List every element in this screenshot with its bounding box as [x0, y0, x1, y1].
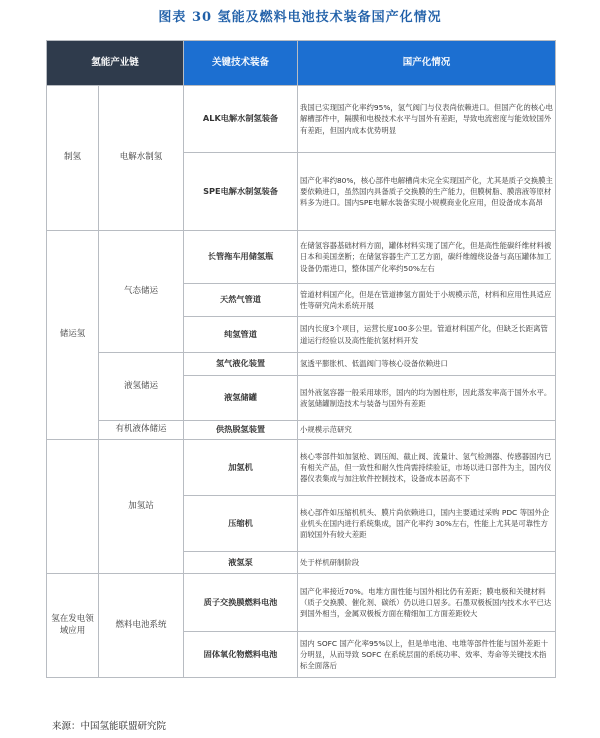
equipment-cell: ALK电解水制氢装备 — [184, 86, 298, 153]
subcategory-electrolysis: 电解水制氢 — [99, 86, 184, 231]
subcategory-organic: 有机液体储运 — [99, 421, 184, 440]
equipment-cell: 压缩机 — [184, 496, 298, 552]
header-chain: 氢能产业链 — [47, 41, 184, 86]
subcategory-fuelcell: 燃料电池系统 — [99, 574, 184, 678]
equipment-cell: 液氢储罐 — [184, 376, 298, 421]
table-row — [47, 440, 556, 496]
equipment-cell: 氢气液化装置 — [184, 353, 298, 376]
table-row — [47, 353, 556, 376]
equipment-cell: 天然气管道 — [184, 284, 298, 317]
status-cell: 核心部件如压缩机机头、膜片尚依赖进口，国内主要通过采购 PDC 等国外企业机头在国内进行系统集成，国产化率约 30%左右，性能上尤其是可靠性方面较国外有较大差距 — [298, 496, 556, 552]
table-row — [47, 574, 556, 632]
table-header-row — [47, 41, 556, 86]
table-row — [47, 86, 556, 153]
equipment-cell: 加氢机 — [184, 440, 298, 496]
source-note: 来源：中国氢能联盟研究院 — [52, 721, 167, 732]
subcategory-station: 加氢站 — [99, 440, 184, 574]
equipment-cell: 质子交换膜燃料电池 — [184, 574, 298, 632]
category-production: 制氢 — [47, 86, 99, 231]
equipment-cell: SPE电解水制氢装备 — [184, 153, 298, 231]
status-cell: 国外液氢容器一般采用球形，国内的均为圆柱形，因此蒸发率高于国外水平。液氢储罐制造技术与装备与国外有差距 — [298, 376, 556, 421]
status-cell: 管道材料国产化，但是在管道掺氢方面处于小规模示范，材料和应用性具适应性等研究尚未系统开展 — [298, 284, 556, 317]
status-cell: 处于样机研制阶段 — [298, 552, 556, 574]
status-cell: 小规模示范研究 — [298, 421, 556, 440]
header-equipment: 关键技术装备 — [184, 41, 298, 86]
status-cell: 我国已实现国产化率约95%，氢气阀门与仪表尚依赖进口。但国产化的核心电解槽部件中，隔膜和电极技术水平与国外有差距，导致电流密度与能效较国外有差距，但国内成本优势明显 — [298, 86, 556, 153]
subcategory-gas: 气态储运 — [99, 231, 184, 353]
status-cell: 国内 SOFC 国产化率95%以上，但是单电池、电堆等部件性能与国外差距十分明显，从而导致 SOFC 在系统层面的系统功率、效率、寿命等关键技术指标全面落后 — [298, 632, 556, 678]
equipment-cell: 纯氢管道 — [184, 317, 298, 353]
header-status: 国产化情况 — [298, 41, 556, 86]
category-storage: 储运氢 — [47, 231, 99, 440]
status-cell: 在储氢容器基础材料方面，罐体材料实现了国产化，但是高性能碳纤维材料被日本和美国垄断；在储氢容器生产工艺方面，碳纤维缠绕设备与高压罐体加工设备仍需进口，整体国产化率约50%左右 — [298, 231, 556, 284]
equipment-cell: 供热脱氢装置 — [184, 421, 298, 440]
equipment-cell: 液氢泵 — [184, 552, 298, 574]
category-application: 氢在发电领域应用 — [47, 574, 99, 678]
table-row — [47, 231, 556, 284]
status-cell: 国产化率接近70%。电堆方面性能与国外相比仍有差距；膜电极和关键材料（质子交换膜、催化剂、碳纸）仍以进口居多。石墨双极板国内技术水平已达到国外相当，金属双极板方面在精细加工方面差距较大 — [298, 574, 556, 632]
category-station — [47, 440, 99, 574]
table-row — [47, 421, 556, 440]
equipment-cell: 长管拖车用储氢瓶 — [184, 231, 298, 284]
status-cell: 国内长度3个项目，运营长度100多公里。管道材料国产化，但缺乏长距离管道运行经验以及高性能抗氢材料开发 — [298, 317, 556, 353]
status-cell: 国产化率约80%，核心部件电解槽尚未完全实现国产化，尤其是质子交换膜主要依赖进口，虽然国内具备质子交换膜的生产能力，但膜树脂、膜溶液等原材料多为进口。国内SPE电解水装备实现小规模商业化应用，但设备成本高昂 — [298, 153, 556, 231]
status-cell: 氢透平膨胀机、低温阀门等核心设备依赖进口 — [298, 353, 556, 376]
localization-table — [46, 40, 556, 678]
status-cell: 核心零部件如加氢枪、调压阀、截止阀、流量计、氢气检测器、传感器国内已有相关产品，但一致性和耐久性尚需持续验证，市场以进口部件为主，国内仪器仪表集成与加注软件控制技术，设备成本居高不下 — [298, 440, 556, 496]
equipment-cell: 固体氧化物燃料电池 — [184, 632, 298, 678]
figure-title: 图表 30 氢能及燃料电池技术装备国产化情况 — [158, 10, 442, 25]
subcategory-liquid: 液氢储运 — [99, 353, 184, 421]
